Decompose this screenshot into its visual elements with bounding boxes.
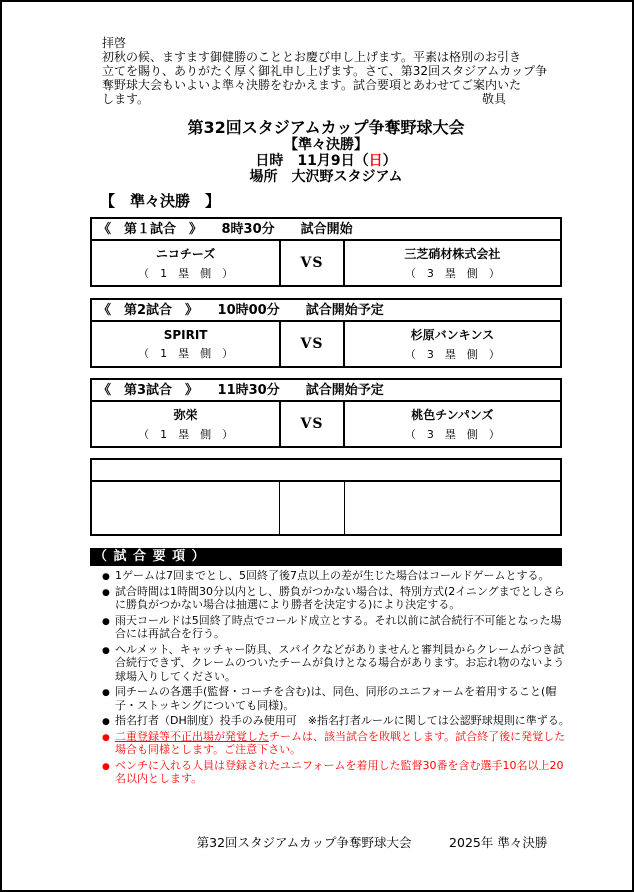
- match2-team1-cell: [92, 322, 279, 366]
- match2-header: 《 第2試合 》 10時00分 試合開始予定: [92, 300, 560, 322]
- match1-header: 《 第１試合 》 8時30分 試合開始: [92, 219, 560, 241]
- match2-team2-cell: [345, 322, 560, 366]
- match-table-3: [90, 378, 562, 448]
- match-table-2: [90, 298, 562, 368]
- rules-section-header: （ 試 合 要 項 ）: [90, 548, 562, 566]
- vs-label: VS: [279, 402, 345, 446]
- bullet-icon: ●: [102, 572, 110, 582]
- footer-text: 第32回スタジアムカップ争奪野球大会 2025年 準々決勝: [196, 835, 548, 850]
- greeting-line-end: します。: [102, 92, 150, 106]
- datetime-suffix: ）: [382, 153, 397, 169]
- team-name: 三芝硝材株式会社: [404, 247, 501, 261]
- team-name: 弥栄: [173, 408, 198, 422]
- rule-text: 試合時間は1時間30分以内とし、勝負がつかない場合は、特別方式(2イニングまでとしさらに勝負がつかない場合は抽選により勝者を決定する)により決定する。: [115, 584, 565, 611]
- match3-team1-cell: [92, 402, 279, 446]
- tournament-title: 第32回スタジアムカップ争奪野球大会: [187, 118, 465, 137]
- empty-team1-cell: [92, 482, 279, 534]
- team-side-label: （ 1 塁 側 ）: [138, 267, 234, 280]
- round-title: 【準々決勝】: [284, 137, 368, 153]
- bullet-icon: ●: [102, 688, 110, 698]
- empty-vs-cell: [279, 482, 345, 534]
- empty-table-header: [92, 460, 560, 482]
- greeting-last-line: [102, 92, 594, 106]
- greeting-line: 初秋の候、ますます御健勝のこととお慶び申し上げます。平素は格別のお引き: [102, 50, 522, 64]
- greeting-paragraph: [102, 36, 594, 106]
- team-side-label: （ 3 塁 側 ）: [404, 267, 500, 280]
- team-side-label: （ 3 塁 側 ）: [404, 428, 500, 441]
- rule-item: [100, 569, 570, 583]
- rule-text: 雨天コールドは5回終了時点でコールド成立とする。それ以前に試合続行不可能となった場合には再試合を行う。: [115, 613, 562, 640]
- rule-text: 指名打者（DH制度）投手のみ使用可 ※指名打者ルールに関しては公認野球規則に準ずる。: [115, 714, 570, 727]
- rule-text-underlined: 二重登録等不正出場が発覚した: [115, 729, 269, 743]
- greeting-salutation: 拝啓: [102, 36, 127, 50]
- rule-item: [100, 685, 570, 712]
- title-block: [90, 118, 562, 185]
- match1-body: [92, 241, 560, 285]
- team-name: 杉原バンキンス: [410, 328, 495, 342]
- bullet-icon: ●: [102, 616, 110, 627]
- empty-team2-cell: [345, 482, 560, 534]
- vs-label: VS: [279, 241, 345, 285]
- rule-item: [100, 714, 570, 728]
- team-name: SPIRIT: [163, 327, 208, 342]
- match1-team1-cell: [92, 241, 279, 285]
- rule-text: 同チームの各選手(監督・コーチを含む)は、同色、同形のユニフォームを着用すること(帽子・ストッキングについても同様)。: [115, 685, 557, 712]
- bullet-icon: ●: [102, 732, 110, 743]
- rule-item-warning: [100, 730, 570, 757]
- match3-header: 《 第3試合 》 11時30分 試合開始予定: [92, 380, 560, 402]
- empty-table-body: [92, 482, 560, 534]
- team-side-label: （ 3 塁 側 ）: [404, 348, 500, 361]
- match-table-1: [90, 217, 562, 287]
- event-venue: 場所 大沢野スタジアム: [249, 169, 403, 185]
- bullet-icon: ●: [102, 717, 110, 727]
- rule-item: [100, 585, 570, 612]
- empty-match-table: [90, 458, 562, 536]
- team-side-label: （ 1 塁 側 ）: [138, 428, 234, 441]
- datetime-prefix: 日時 11月9日（: [255, 153, 369, 169]
- match3-team2-cell: [345, 402, 560, 446]
- rule-item-warning: [100, 759, 570, 786]
- team-side-label: （ 1 塁 側 ）: [138, 346, 234, 360]
- bullet-icon: ●: [102, 645, 110, 656]
- bullet-icon: ●: [102, 587, 110, 598]
- match3-body: [92, 402, 560, 446]
- team-name: ニコチーズ: [155, 247, 216, 261]
- datetime-day-red: 日: [368, 153, 383, 169]
- rule-text: 1ゲームは7回までとし、5回終了後7点以上の差が生じた場合はコールドゲームとする。: [115, 569, 550, 582]
- bullet-icon: ●: [102, 761, 110, 772]
- event-datetime: [90, 153, 562, 169]
- rules-list: [100, 569, 570, 788]
- team-name: 桃色チンパンズ: [411, 408, 494, 422]
- rule-item: [100, 643, 570, 684]
- greeting-line: 奪野球大会もいよいよ準々決勝をむかえます。試合要項とあわせてご案内いた: [102, 78, 522, 92]
- rule-item: [100, 614, 570, 641]
- rule-text: ベンチに入れる人員は登録されたユニフォームを着用した監督30番を含む選手10名以上20名以内とします。: [115, 758, 564, 785]
- quarterfinal-heading: 【 準々決勝 】: [100, 192, 221, 210]
- match2-body: [92, 322, 560, 366]
- vs-label: VS: [279, 322, 345, 366]
- greeting-closing: 敬具: [481, 92, 506, 106]
- rule-text: ヘルメット、キャッチャー防具、スパイクなどがありませんと審判員からクレームがつき試合続行できず、クレームのついたチームが負けとなる場合があります。お忘れ物のないよう球場入りしてください。: [115, 642, 565, 683]
- greeting-line: 立てを賜り、ありがたく厚く御礼申し上げます。さて、第32回スタジアムカップ争: [102, 64, 548, 78]
- match1-team2-cell: [345, 241, 560, 285]
- rule-text: チームは、該当試合を敗戦とします。試合終了後に発覚した場合も同様とします。ご注意下さい。: [115, 729, 566, 756]
